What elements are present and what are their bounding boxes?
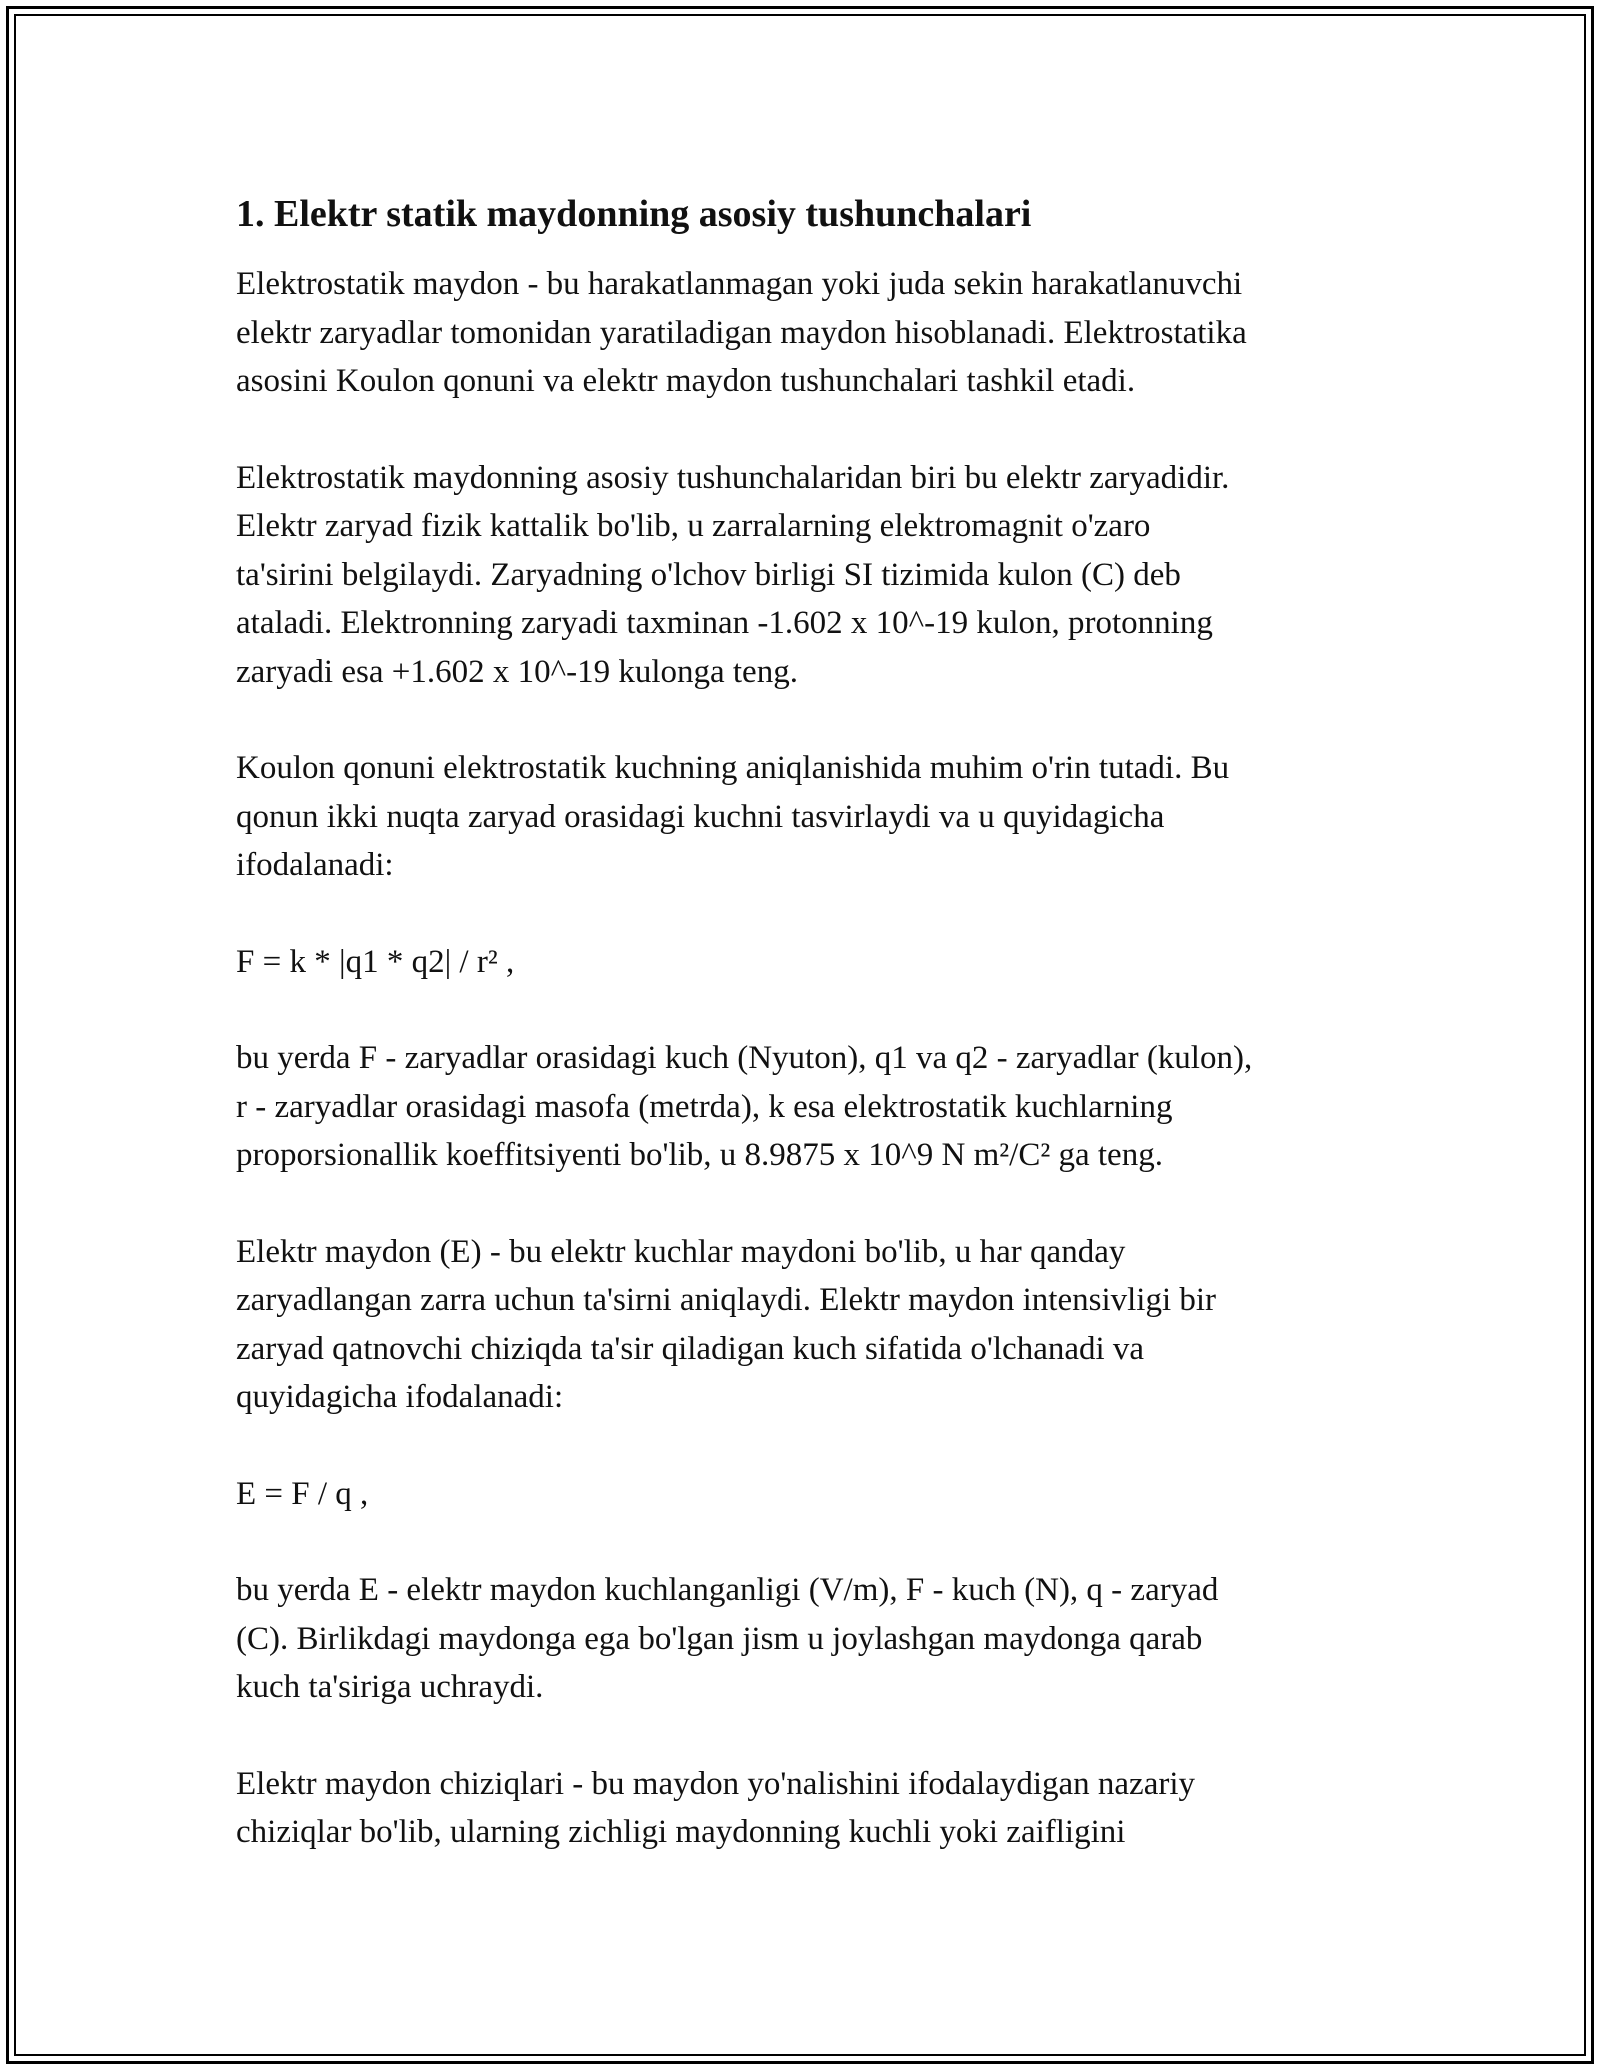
paragraph-electric-charge: Elektrostatik maydonning asosiy tushunchalaridan biri bu elektr zaryadidir. Elektr zaryad fizik kattalik bo'lib, u zarralarning elektromagnit o'zaro ta'sirini belgilaydi. Zaryadning o'lchov birligi SI tizimida kulon (C) deb ataladi. Elektronning zaryadi taxminan -1.602 x 10^-19 kulon, protonning zaryadi esa +1.602 x 10^-19 kulonga teng. <box>236 459 1230 690</box>
paragraph-field-explanation: bu yerda E - elektr maydon kuchlanganligi (V/m), F - kuch (N), q - zaryad (C). Birlikdagi maydonga ega bo'lgan jism u joylashgan maydonga qarab kuch ta'siriga uchraydi. <box>236 1572 1219 1705</box>
paragraph-coulomb-explanation: bu yerda F - zaryadlar orasidagi kuch (Nyuton), q1 va q2 - zaryadlar (kulon), r - zaryadlar orasidagi masofa (metrda), k esa elektrostatik kuchlarning proporsionallik koeffitsiyenti bo'lib, u 8.9875 x 10^9 N m²/C² ga teng. <box>236 1040 1253 1173</box>
formula-field-strength: E = F / q , <box>236 1475 369 1512</box>
section-heading: 1. Elektr statik maydonning asosiy tushunchalari <box>236 193 1032 235</box>
paragraph-intro: Elektrostatik maydon - bu harakatlanmagan yoki juda sekin harakatlanuvchi elektr zaryadlar tomonidan yaratiladigan maydon hisoblanadi. Elektrostatika asosini Koulon qonuni va elektr maydon tushunchalari tashkil etadi. <box>236 266 1247 399</box>
paragraph-field-lines: Elektr maydon chiziqlari - bu maydon yo'nalishini ifodalaydigan nazariy chiziqlar bo'lib, ularning zichligi maydonning kuchli yoki zaifligini <box>236 1765 1195 1850</box>
document-body <box>236 190 1376 1905</box>
paragraph-coulomb-law: Koulon qonuni elektrostatik kuchning aniqlanishida muhim o'rin tutadi. Bu qonun ikki nuqta zaryad orasidagi kuchni tasvirlaydi va u quyidagicha ifodalanadi: <box>236 750 1230 883</box>
paragraph-electric-field: Elektr maydon (E) - bu elektr kuchlar maydoni bo'lib, u har qanday zaryadlangan zarra uchun ta'sirni aniqlaydi. Elektr maydon intensivligi bir zaryad qatnovchi chiziqda ta'sir qiladigan kuch sifatida o'lchanadi va quyidagicha ifodalanadi: <box>236 1233 1217 1415</box>
formula-coulomb: F = k * |q1 * q2| / r² , <box>236 943 515 980</box>
